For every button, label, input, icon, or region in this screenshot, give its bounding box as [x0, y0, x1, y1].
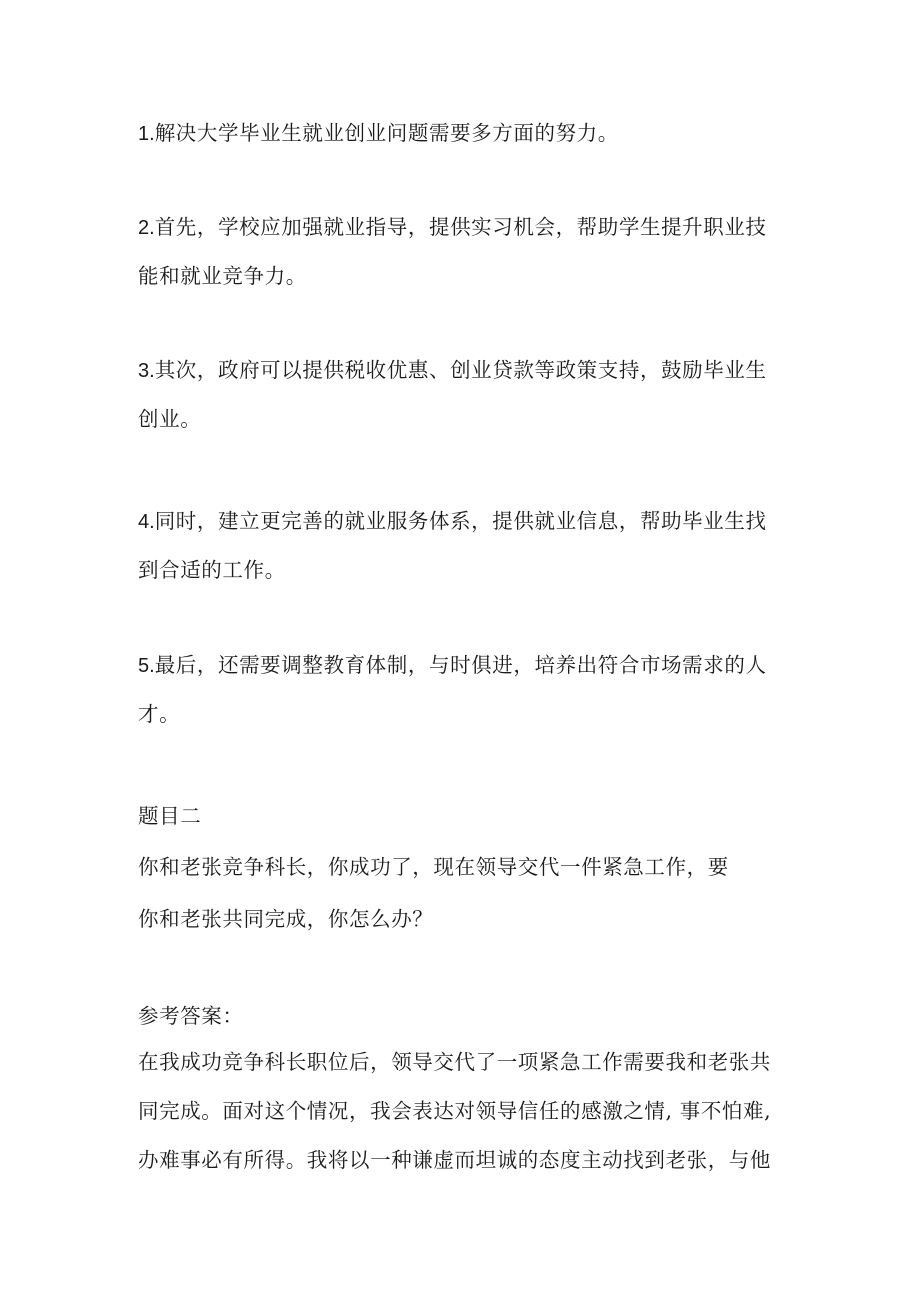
answer-heading: 参考答案：: [138, 1004, 244, 1028]
point-4-line-1: [138, 507, 767, 536]
point-3-line-2: 创业。: [138, 407, 202, 431]
point-2-number: 2.: [138, 217, 155, 239]
point-4-number: 4.: [138, 511, 155, 533]
answer-line-3: 办难事必有所得。我将以一种谦虚而坦诚的态度主动找到老张，与他: [138, 1148, 771, 1172]
point-2-line-1: [138, 213, 767, 242]
point-5-number: 5.: [138, 655, 155, 677]
point-2-text: 首先，学校应加强就业指导，提供实习机会，帮助学生提升职业技: [154, 215, 767, 239]
point-5-line-2: 才。: [138, 702, 181, 726]
point-2-line-2: 能和就业竞争力。: [138, 264, 307, 288]
point-5-line-1: [138, 651, 767, 680]
answer-line-2: 同完成。面对这个情况，我会表达对领导信任的感激之情, 事不怕难,: [138, 1099, 772, 1123]
question-heading: 题目二: [138, 804, 202, 828]
question-line-2: 你和老张共同完成，你怎么办？: [138, 907, 434, 931]
point-5-text: 最后，还需要调整教育体制，与时俱进，培养出符合市场需求的人: [154, 653, 767, 677]
point-4-text: 同时，建立更完善的就业服务体系，提供就业信息，帮助毕业生找: [154, 509, 767, 533]
question-line-1: 你和老张竞争科长，你成功了，现在领导交代一件紧急工作，要: [138, 855, 729, 879]
point-3-number: 3.: [138, 360, 155, 382]
point-3-line-1: [138, 356, 767, 385]
answer-line-1: 在我成功竞争科长职位后，领导交代了一项紧急工作需要我和老张共: [138, 1050, 771, 1074]
point-1-line-1: [138, 119, 619, 148]
point-1-text: 解决大学毕业生就业创业问题需要多方面的努力。: [154, 121, 619, 145]
point-4-line-2: 到合适的工作。: [138, 558, 286, 582]
point-1-number: 1.: [138, 123, 155, 145]
point-3-text: 其次，政府可以提供税收优惠、创业贷款等政策支持，鼓励毕业生: [154, 358, 767, 382]
